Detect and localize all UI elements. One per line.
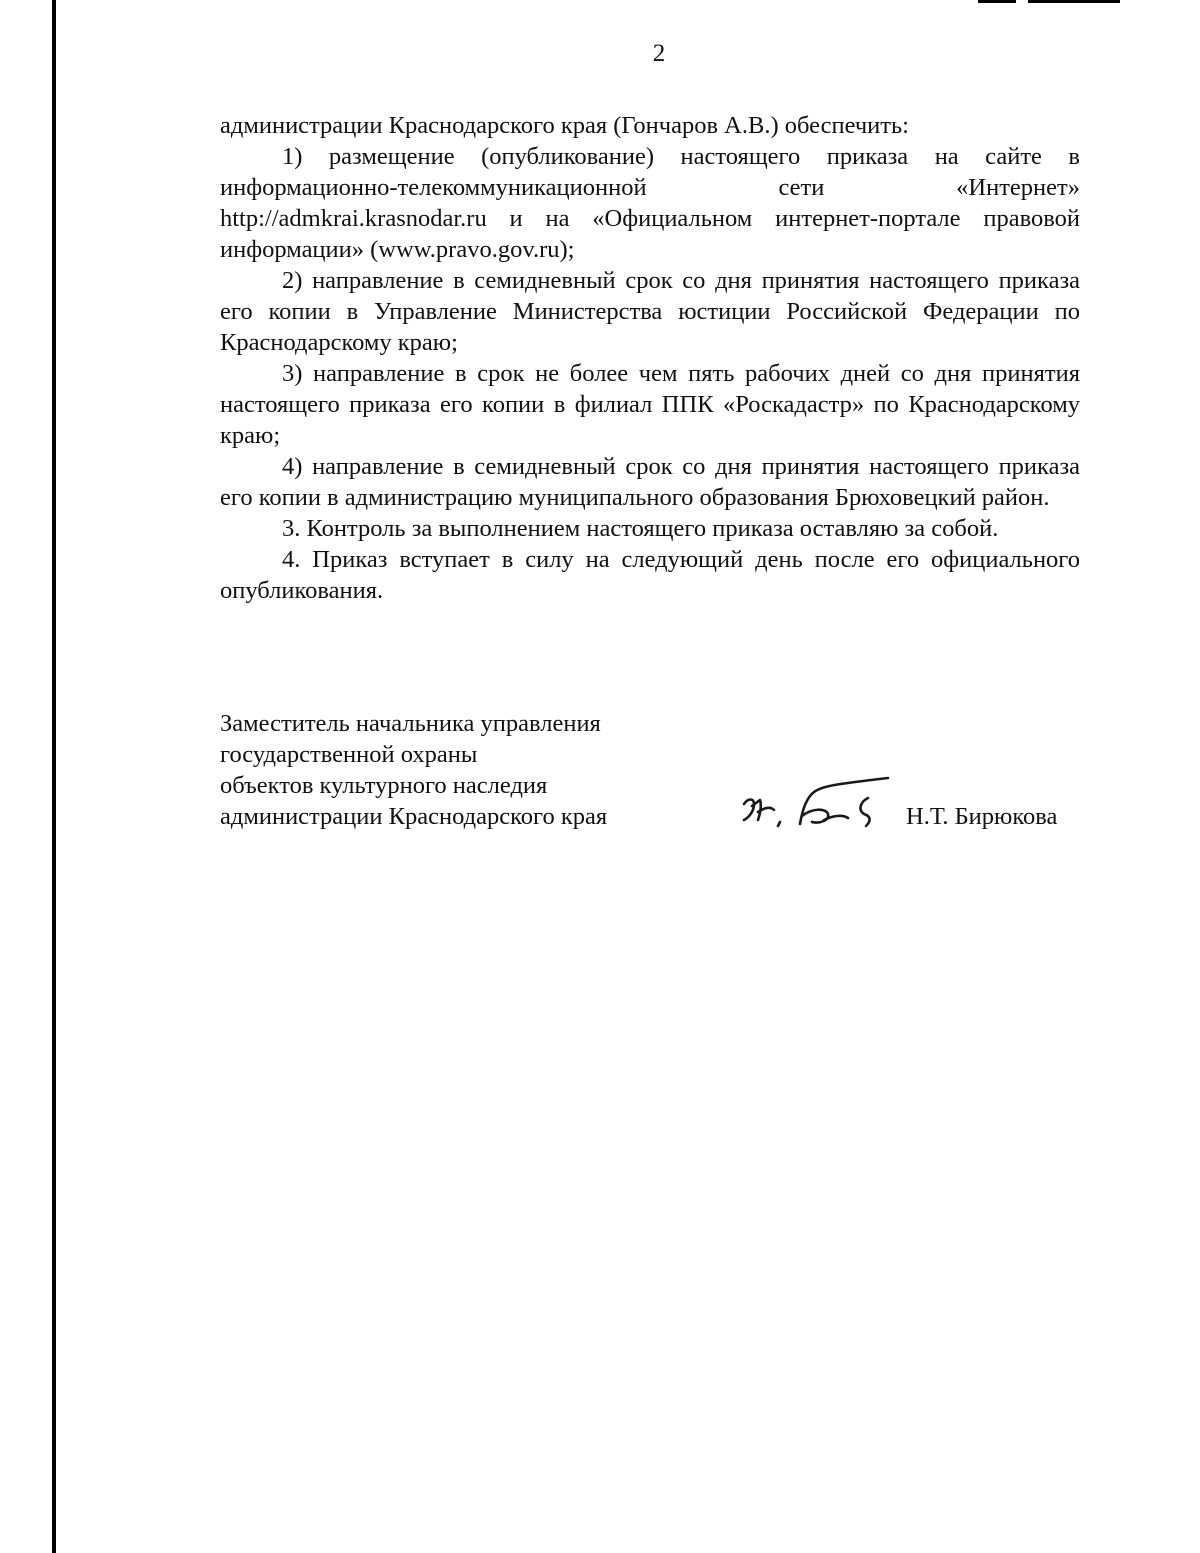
handwritten-signature <box>740 770 900 840</box>
paragraph-item-1: 1) размещение (опубликование) настоящего приказа на сайте в информационно-телекоммуникационной сети «Интернет» http://admkrai.krasnodar.ru и на «Официальном интернет-портале правовой информации» (www.pravo.gov.ru); <box>220 143 1080 263</box>
paragraph-effect: 4. Приказ вступает в силу на следующий день после его официального опубликования. <box>220 546 1080 604</box>
paragraph-intro: администрации Краснодарского края (Гончаров А.В.) обеспечить: <box>220 112 909 139</box>
signer-title-line: администрации Краснодарского края <box>220 803 608 830</box>
scan-edge-left <box>52 0 56 1553</box>
signer-title-line: Заместитель начальника управления <box>220 710 601 737</box>
paragraph-item-2: 2) направление в семидневный срок со дня принятия настоящего приказа его копии в Управление Министерства юстиции Российской Федерации по Краснодарскому краю; <box>220 267 1080 356</box>
paragraph-item-4: 4) направление в семидневный срок со дня принятия настоящего приказа его копии в администрацию муниципального образования Брюховецкий район. <box>220 453 1080 511</box>
signer-title-line: государственной охраны <box>220 741 478 768</box>
paragraph-control: 3. Контроль за выполнением настоящего приказа оставляю за собой. <box>282 515 999 542</box>
signer-name: Н.Т. Бирюкова <box>906 803 1058 830</box>
page-number: 2 <box>652 40 666 67</box>
signature-block <box>220 708 1080 832</box>
document-body <box>220 110 1080 606</box>
paragraph-item-3: 3) направление в срок не более чем пять рабочих дней со дня принятия настоящего приказа его копии в филиал ППК «Роскадастр» по Краснодарскому краю; <box>220 360 1080 449</box>
scan-edge-top <box>1028 0 1120 3</box>
signer-title-line: объектов культурного наследия <box>220 772 548 799</box>
scan-edge-top <box>978 0 1016 3</box>
